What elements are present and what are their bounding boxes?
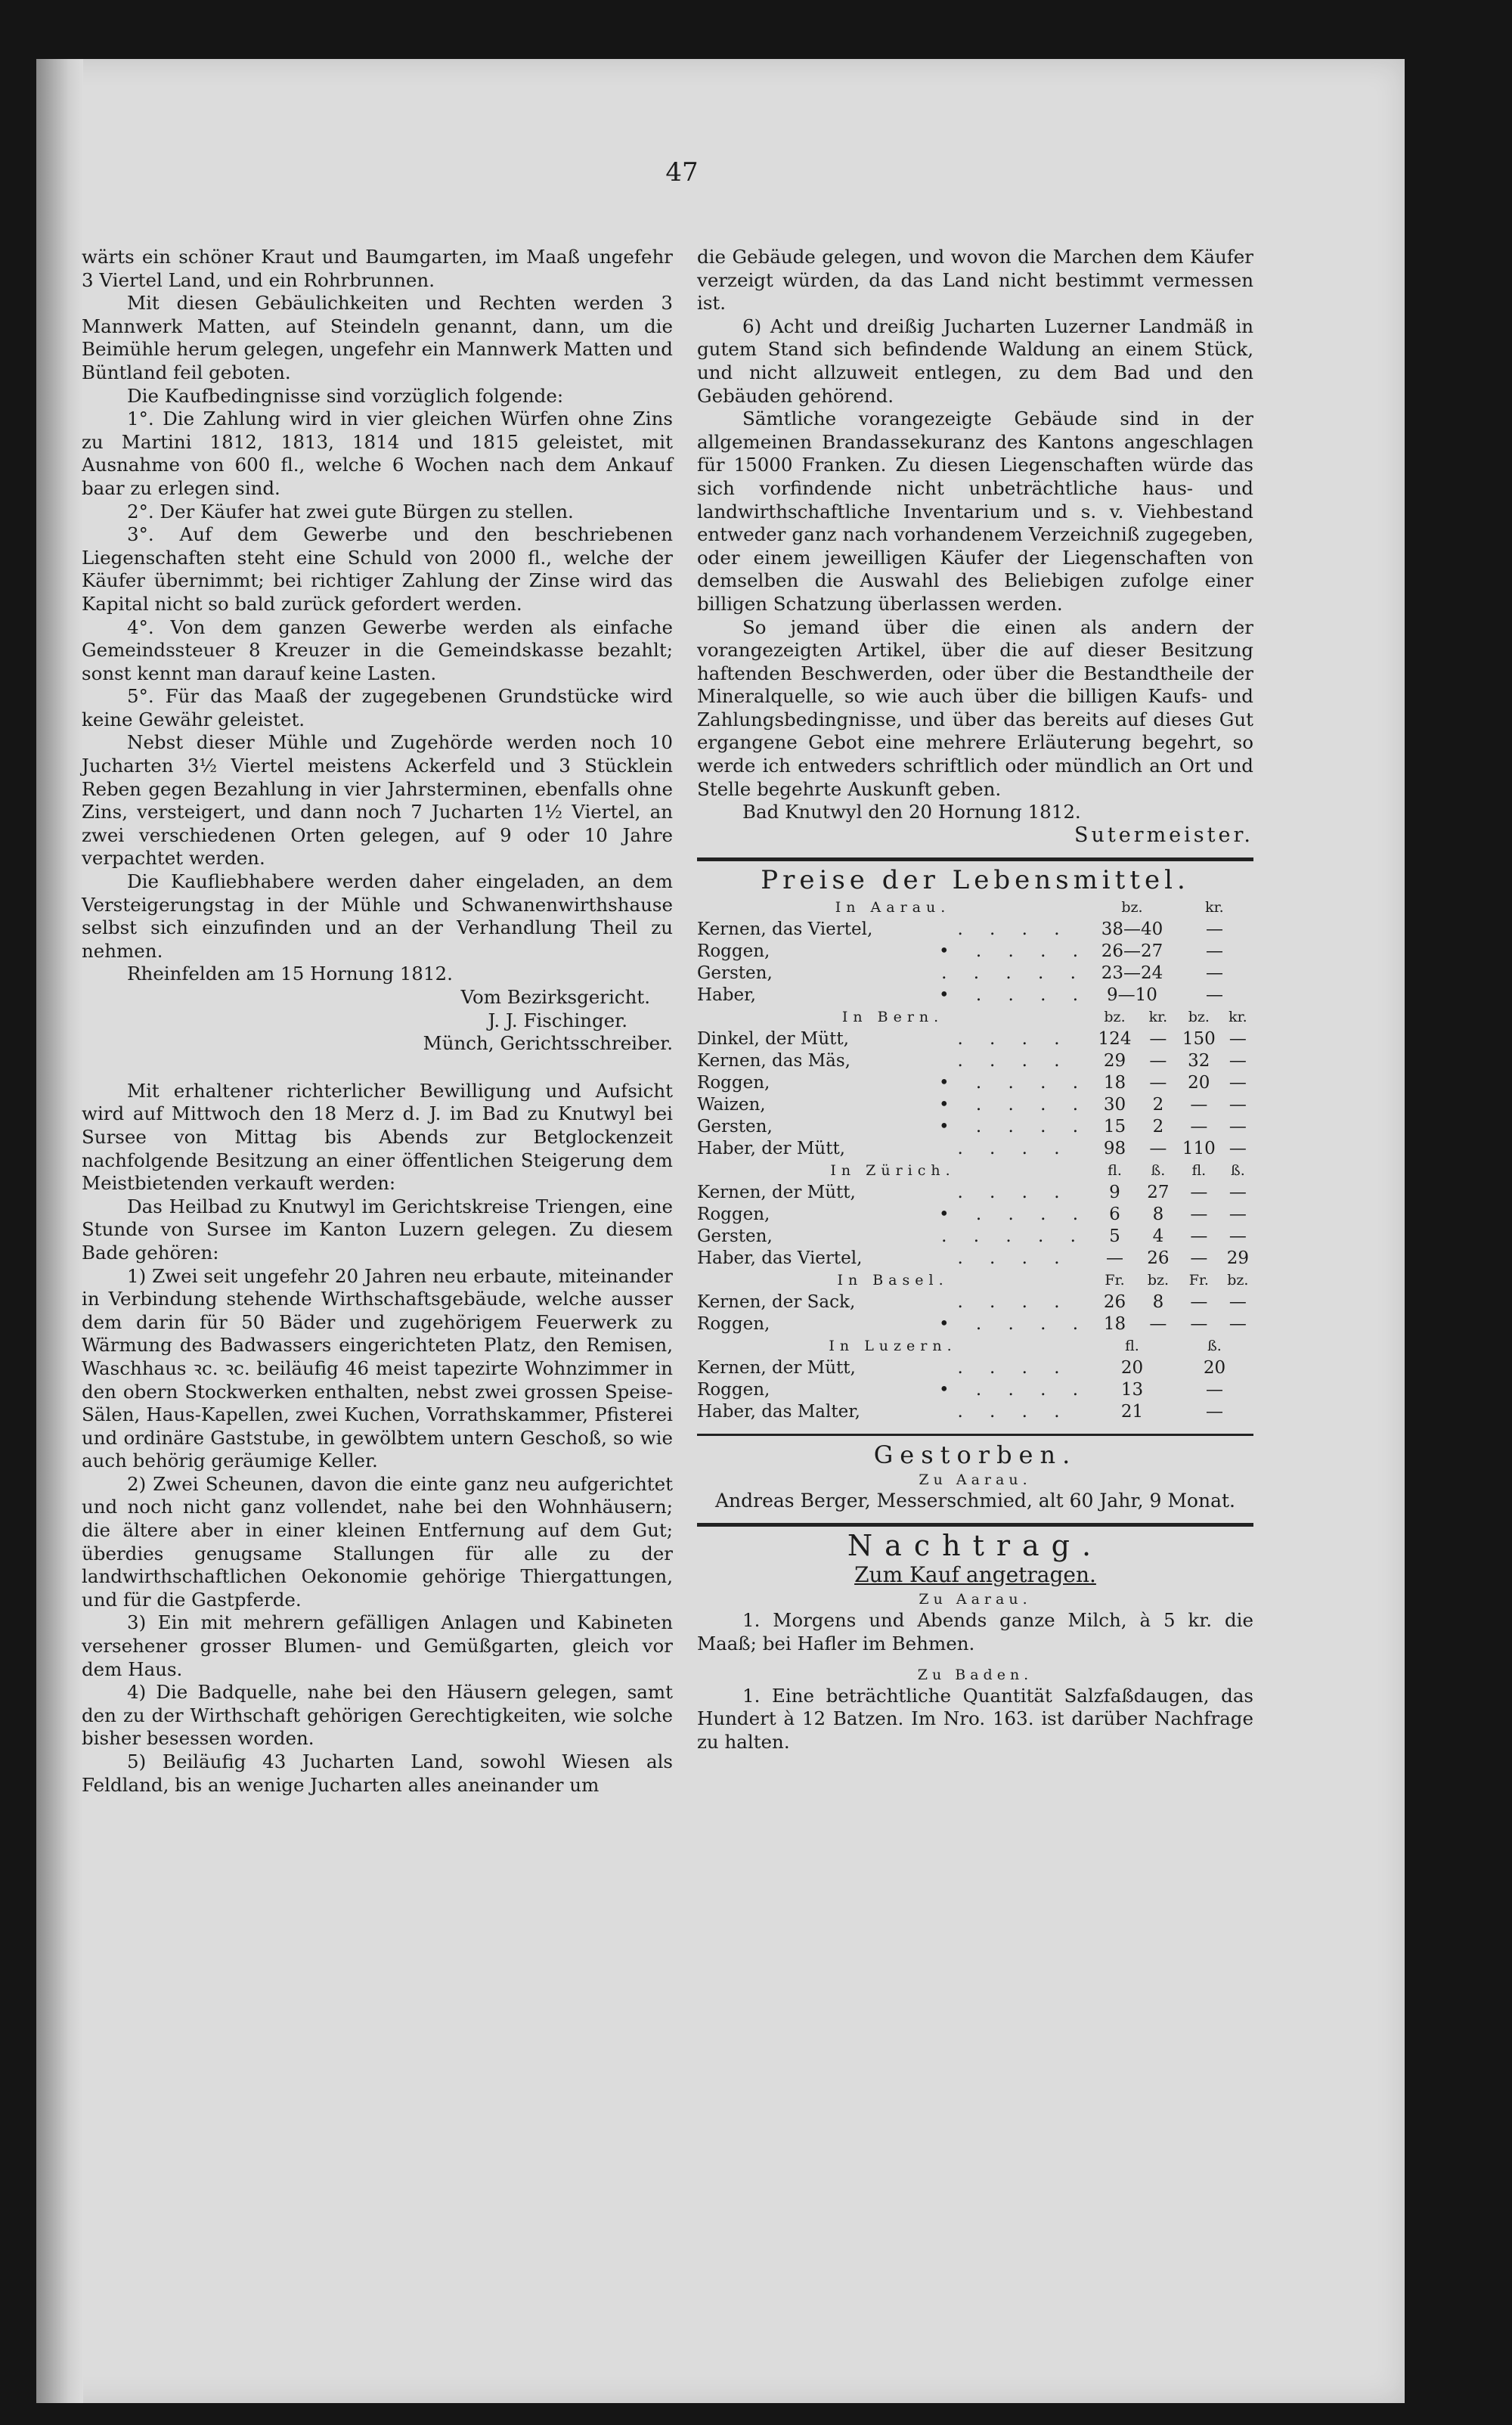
price-row bbox=[697, 985, 1253, 1006]
unit-header: ß. bbox=[1151, 1162, 1166, 1180]
unit-header: kr. bbox=[1148, 1009, 1168, 1026]
leader-dots: . . . . bbox=[957, 1051, 1070, 1071]
leader-dots: . . . . . bbox=[941, 963, 1086, 984]
price-value: — bbox=[1190, 1205, 1208, 1225]
good-name: Roggen, bbox=[697, 1314, 770, 1335]
unit-header: Fr. bbox=[1188, 1272, 1209, 1289]
section-rule bbox=[697, 1434, 1253, 1436]
price-value: — bbox=[1228, 1095, 1247, 1115]
price-value: — bbox=[1205, 919, 1223, 940]
price-value: 27 bbox=[1147, 1183, 1170, 1203]
supplement-place: Zu Aarau. bbox=[919, 1591, 1032, 1608]
price-value: — bbox=[1228, 1117, 1247, 1137]
price-value: — bbox=[1205, 985, 1223, 1006]
price-value: — bbox=[1149, 1073, 1167, 1093]
signature-line: Vom Bezirksgericht. bbox=[460, 986, 650, 1008]
leader-dots: . . . . bbox=[957, 1402, 1070, 1422]
court-signature bbox=[82, 986, 673, 1056]
price-value: — bbox=[1190, 1248, 1208, 1269]
good-name: Haber, der Mütt, bbox=[697, 1139, 845, 1159]
market-place: In Basel. bbox=[837, 1272, 949, 1289]
leader-dots: • . . . . bbox=[939, 1073, 1089, 1093]
sale-notice-mill bbox=[82, 246, 673, 986]
unit-header: fl. bbox=[1191, 1162, 1207, 1180]
price-value: 23—24 bbox=[1101, 963, 1163, 984]
unit-header: bz. bbox=[1104, 1009, 1126, 1026]
prices-table bbox=[697, 897, 1253, 1423]
good-name: Kernen, das Mäs, bbox=[697, 1051, 850, 1071]
unit-header: fl. bbox=[1125, 1338, 1139, 1355]
prices-title: Preise der Lebensmittel. bbox=[761, 865, 1190, 896]
paragraph: 3) Ein mit mehrern gefälligen Anlagen und Kabineten versehener grosser Blumen- und Gemüßgarten, gleich vor dem Haus. bbox=[82, 1611, 673, 1680]
unit-header: bz. bbox=[1147, 1272, 1170, 1289]
paragraph: 5) Beiläufig 43 Jucharten Land, sowohl Wiesen als Feldland, bis an wenige Jucharten alles aneinander um bbox=[82, 1751, 673, 1796]
paragraph: die Gebäude gelegen, und wovon die Marchen dem Käufer verzeigt würden, da das Land nicht bestimmt vermessen ist. bbox=[697, 246, 1253, 315]
paragraph: 5°. Für das Maaß der zugegebenen Grundstücke wird keine Gewähr geleistet. bbox=[82, 685, 673, 730]
price-value: — bbox=[1228, 1226, 1247, 1247]
price-value: — bbox=[1228, 1314, 1247, 1335]
price-row bbox=[697, 1248, 1253, 1270]
unit-header: ß. bbox=[1231, 1162, 1245, 1180]
market-place: In Luzern. bbox=[829, 1338, 957, 1355]
price-value: 2 bbox=[1152, 1117, 1164, 1137]
unit-header: bz. bbox=[1121, 899, 1143, 916]
price-value: 26—27 bbox=[1101, 941, 1163, 962]
sale-notice-bath-continued bbox=[697, 246, 1253, 824]
good-name: Gersten, bbox=[697, 1117, 773, 1137]
price-value: 6 bbox=[1109, 1205, 1120, 1225]
paragraph: 6) Acht und dreißig Jucharten Luzerner Landmäß in gutem Stand sich befindende Waldung an einem Stück, und nicht allzuweit entlegen, zu dem Bad und den Gebäuden gehörend. bbox=[697, 315, 1253, 407]
leader-dots: • . . . . bbox=[939, 985, 1089, 1006]
leader-dots: . . . . bbox=[957, 1248, 1070, 1269]
price-value: — bbox=[1228, 1029, 1247, 1050]
leader-dots: • . . . . bbox=[939, 941, 1089, 962]
price-value: 26 bbox=[1147, 1248, 1170, 1269]
price-value: — bbox=[1190, 1292, 1208, 1313]
supplement-subtitle: Zum Kauf angetragen. bbox=[854, 1561, 1096, 1587]
price-value: — bbox=[1149, 1051, 1167, 1071]
unit-header: bz. bbox=[1188, 1009, 1210, 1026]
price-row bbox=[697, 1028, 1253, 1050]
page-gutter bbox=[36, 59, 83, 2403]
paragraph: Mit diesen Gebäulichkeiten und Rechten werden 3 Mannwerk Matten, auf Steindeln genannt, dann, um die Beimühle herum gelegen, ungefehr ein Mannwerk Matten und Büntland feil geboten. bbox=[82, 292, 673, 383]
price-value: 110 bbox=[1182, 1139, 1216, 1159]
price-value: — bbox=[1205, 1380, 1223, 1400]
leader-dots: • . . . . bbox=[939, 1380, 1089, 1400]
good-name: Gersten, bbox=[697, 963, 773, 984]
price-value: — bbox=[1190, 1117, 1208, 1137]
price-value: 5 bbox=[1109, 1226, 1120, 1247]
price-value: 20 bbox=[1120, 1358, 1144, 1378]
price-value: 29 bbox=[1226, 1248, 1249, 1269]
unit-header: Fr. bbox=[1105, 1272, 1125, 1289]
supplement-title: Nachtrag. bbox=[847, 1529, 1104, 1563]
price-row bbox=[697, 963, 1253, 985]
sale-notice-bath bbox=[82, 1080, 673, 1797]
right-column bbox=[697, 246, 1253, 1763]
leader-dots: • . . . . bbox=[939, 1314, 1089, 1335]
price-value: — bbox=[1149, 1314, 1167, 1335]
price-value: 20 bbox=[1188, 1073, 1210, 1093]
price-value: 150 bbox=[1182, 1029, 1216, 1050]
good-name: Roggen, bbox=[697, 941, 770, 962]
price-row bbox=[697, 1072, 1253, 1094]
price-value: 8 bbox=[1152, 1292, 1164, 1313]
price-value: 26 bbox=[1103, 1292, 1126, 1313]
paragraph: 3°. Auf dem Gewerbe und den beschriebenen Liegenschaften steht eine Schuld von 2000 fl., welche der Käufer übernimmt; bei richtiger Zahlung der Zinse wird das Kapital nicht so bald zurück gefordert werden. bbox=[82, 523, 673, 615]
good-name: Haber, das Viertel, bbox=[697, 1248, 863, 1269]
price-value: 18 bbox=[1103, 1314, 1126, 1335]
leader-dots: . . . . bbox=[957, 1292, 1070, 1313]
paragraph: wärts ein schöner Kraut und Baumgarten, im Maaß ungefehr 3 Viertel Land, und ein Rohrbrunnen. bbox=[82, 246, 673, 291]
good-name: Kernen, der Mütt, bbox=[697, 1358, 856, 1378]
price-row bbox=[697, 919, 1253, 941]
price-row bbox=[697, 1182, 1253, 1204]
paragraph: So jemand über die einen als andern der vorangezeigten Artikel, über die auf dieser Besitzung haftenden Beschwerden, oder über die Bestandtheile der Mineralquelle, so wie auch über die billigen Kaufs- und Zahlungsbedingnisse, und über das bereits auf dieses Gut ergangene Gebot eine mehrere Erläuterung begehrt, so werde ich entweders schriftlich oder mündlich an Ort und Stelle begehrte Auskunft geben. bbox=[697, 616, 1253, 800]
price-value: 29 bbox=[1103, 1051, 1126, 1071]
price-value: — bbox=[1190, 1095, 1208, 1115]
supplement-text: 1. Morgens und Abends ganze Milch, à 5 kr. die Maaß; bei Hafler im Behmen. bbox=[697, 1609, 1253, 1654]
good-name: Haber, bbox=[697, 985, 756, 1006]
supplement-text: 1. Eine beträchtliche Quantität Salzfaßdaugen, das Hundert à 12 Batzen. Im Nro. 163. ist darüber Nachfrage zu halten. bbox=[697, 1684, 1253, 1753]
price-row bbox=[697, 1116, 1253, 1138]
paragraph: Das Heilbad zu Knutwyl im Gerichtskreise Triengen, eine Stunde von Sursee im Kanton Luzern gelegen. Zu diesem Bade gehören: bbox=[82, 1195, 673, 1264]
unit-header: fl. bbox=[1108, 1162, 1122, 1180]
price-value: 4 bbox=[1152, 1226, 1164, 1247]
price-value: — bbox=[1228, 1139, 1247, 1159]
price-value: 32 bbox=[1188, 1051, 1210, 1071]
price-row bbox=[697, 1050, 1253, 1072]
good-name: Roggen, bbox=[697, 1380, 770, 1400]
price-value: — bbox=[1205, 1402, 1223, 1422]
paragraph: 2) Zwei Scheunen, davon die einte ganz neu aufgerichtet und noch nicht ganz vollendet, nahe bei den Wohnhäusern; die ältere aber in einer kleinen Entfernung auf dem Gut; überdies genugsame Stallungen für alle zu der landwirthschaftlichen Oekonomie gehörige Thiergattungen, und für die Gastpferde. bbox=[82, 1472, 673, 1611]
leader-dots: . . . . bbox=[957, 1029, 1070, 1050]
right-signature: Sutermeister. bbox=[1074, 823, 1253, 847]
market-place: In Zürich. bbox=[830, 1162, 956, 1180]
price-row bbox=[697, 1357, 1253, 1379]
deaths-place: Zu Aarau. bbox=[919, 1471, 1032, 1488]
market-place: In Bern. bbox=[841, 1009, 944, 1026]
price-value: 13 bbox=[1120, 1380, 1144, 1400]
leader-dots: . . . . bbox=[957, 1358, 1070, 1378]
paragraph: 1) Zwei seit ungefehr 20 Jahren neu erbaute, miteinander in Verbindung stehende Wirthschaftsgebäude, welche ausser dem darin für 50 Bäder und zugehörigem Feuerwerk zu Wärmung des Badwassers eingerichteten Platz, den Remisen, Waschhaus ꝛc. ꝛc. beiläufig 46 meist tapezirte Wohnzimmer in den obern Stockwerken enthalten, nebst zwei grossen Speise-Sälen, Haus-Kapellen, zwei Kuchen, Vorrathskammer, Pfisterei und ordinäre Gaststube, in gewölbtem untern Geschoß, so wie auch behörig geräumige Keller. bbox=[82, 1264, 673, 1472]
unit-header: kr. bbox=[1205, 899, 1224, 916]
price-value: — bbox=[1149, 1029, 1167, 1050]
price-value: — bbox=[1190, 1314, 1208, 1335]
paragraph: Sämtliche vorangezeigte Gebäude sind in der allgemeinen Brandassekuranz des Kantons angeschlagen für 15000 Franken. Zu diesen Liegenschaften würde das sich vorfindende nicht unbeträchtliche haus- und landwirthschaftliche Inventarium und s. v. Viehbestand entweder ganz nach vorhandenem Verzeichniß zugegeben, oder einem jeweilligen Käufer der Liegenschaften von demselben die Auswahl des Beliebigen zufolge einer billigen Schatzung überlassen werden. bbox=[697, 408, 1253, 615]
leader-dots: . . . . bbox=[957, 1183, 1070, 1203]
good-name: Kernen, der Mütt, bbox=[697, 1183, 856, 1203]
deaths-entry: Andreas Berger, Messerschmied, alt 60 Jahr, 9 Monat. bbox=[714, 1489, 1235, 1512]
paragraph: Bad Knutwyl den 20 Hornung 1812. bbox=[742, 801, 1081, 823]
paragraph: Rheinfelden am 15 Hornung 1812. bbox=[127, 963, 453, 985]
section-rule bbox=[697, 1523, 1253, 1527]
price-value: — bbox=[1190, 1226, 1208, 1247]
good-name: Haber, das Malter, bbox=[697, 1402, 860, 1422]
price-row bbox=[697, 941, 1253, 963]
price-value: 2 bbox=[1152, 1095, 1164, 1115]
price-value: 8 bbox=[1152, 1205, 1164, 1225]
price-row bbox=[697, 1094, 1253, 1116]
price-value: — bbox=[1228, 1051, 1247, 1071]
section-rule bbox=[697, 857, 1253, 861]
price-value: — bbox=[1228, 1183, 1247, 1203]
good-name: Kernen, das Viertel, bbox=[697, 919, 873, 940]
price-row bbox=[697, 1226, 1253, 1248]
price-value: 9—10 bbox=[1107, 985, 1157, 1006]
deaths-title: Gestorben. bbox=[873, 1440, 1077, 1470]
price-value: — bbox=[1190, 1183, 1208, 1203]
price-value: — bbox=[1106, 1248, 1123, 1269]
unit-header: kr. bbox=[1228, 1009, 1247, 1026]
leader-dots: • . . . . bbox=[939, 1117, 1089, 1137]
signature-line: J. J. Fischinger. bbox=[488, 1009, 627, 1031]
good-name: Dinkel, der Mütt, bbox=[697, 1029, 849, 1050]
paragraph: 4) Die Badquelle, nahe bei den Häusern gelegen, samt den zu der Wirthschaft gehörigen Gerechtigkeiten, wie solche bisher besessen worden. bbox=[82, 1681, 673, 1750]
signature-line: Münch, Gerichtsschreiber. bbox=[423, 1032, 673, 1055]
price-value: 15 bbox=[1103, 1117, 1126, 1137]
paragraph: 1°. Die Zahlung wird in vier gleichen Würfen ohne Zins zu Martini 1812, 1813, 1814 und 1815 geleistet, mit Ausnahme von 600 fl., welche 6 Wochen nach dem Ankauf baar zu erlegen sind. bbox=[82, 408, 673, 499]
left-column bbox=[82, 246, 673, 1797]
price-row bbox=[697, 1138, 1253, 1160]
paragraph: Nebst dieser Mühle und Zugehörde werden noch 10 Jucharten 3½ Viertel meistens Ackerfeld und 3 Stücklein Reben gegen Bezahlung in vier Jahrsterminen, ebenfalls ohne Zins, versteigert, und dann noch 7 Jucharten 1½ Viertel, an zwei verschiedenen Orten gelegen, auf 9 oder 10 Jahre verpachtet werden. bbox=[82, 731, 673, 870]
price-value: 30 bbox=[1103, 1095, 1126, 1115]
price-row bbox=[697, 1379, 1253, 1401]
price-value: — bbox=[1228, 1073, 1247, 1093]
supplement-items bbox=[697, 1589, 1253, 1754]
paragraph: 4°. Von dem ganzen Gewerbe werden als einfache Gemeindssteuer 8 Kreuzer in die Gemeindskasse bezahlt; sonst kennt man darauf keine Lasten. bbox=[82, 616, 673, 684]
good-name: Roggen, bbox=[697, 1073, 770, 1093]
price-value: 38—40 bbox=[1101, 919, 1163, 940]
leader-dots: • . . . . bbox=[939, 1095, 1089, 1115]
price-value: — bbox=[1205, 963, 1223, 984]
leader-dots: . . . . bbox=[957, 919, 1070, 940]
market-place: In Aarau. bbox=[835, 899, 951, 916]
paragraph: 2°. Der Käufer hat zwei gute Bürgen zu stellen. bbox=[127, 500, 574, 523]
leader-dots: . . . . bbox=[957, 1139, 1070, 1159]
price-value: — bbox=[1205, 941, 1223, 962]
good-name: Gersten, bbox=[697, 1226, 773, 1247]
price-row bbox=[697, 1292, 1253, 1313]
paragraph: Die Kaufliebhabere werden daher eingeladen, an dem Versteigerungstag in der Mühle und Schwanenwirthshause selbst sich einzufinden und an der Verhandlung Theil zu nehmen. bbox=[82, 870, 673, 962]
paragraph: Die Kaufbedingnisse sind vorzüglich folgende: bbox=[127, 384, 564, 407]
good-name: Kernen, der Sack, bbox=[697, 1292, 856, 1313]
leader-dots: • . . . . bbox=[939, 1205, 1089, 1225]
price-row bbox=[697, 1401, 1253, 1423]
price-value: 98 bbox=[1103, 1139, 1126, 1159]
price-value: 21 bbox=[1120, 1402, 1144, 1422]
price-value: 9 bbox=[1109, 1183, 1120, 1203]
good-name: Roggen, bbox=[697, 1205, 770, 1225]
leader-dots: . . . . . bbox=[941, 1226, 1086, 1247]
unit-header: ß. bbox=[1207, 1338, 1222, 1355]
price-value: — bbox=[1228, 1205, 1247, 1225]
page-number: 47 bbox=[665, 157, 699, 188]
paragraph: Mit erhaltener richterlicher Bewilligung und Aufsicht wird auf Mittwoch den 18 Merz d. J. im Bad zu Knutwyl bei Sursee von Mittag bis Abends zur Betglockenzeit nachfolgende Besitzung an einer öffentlichen Steigerung dem Meistbietenden verkauft werden: bbox=[82, 1079, 673, 1195]
price-value: 18 bbox=[1103, 1073, 1126, 1093]
unit-header: bz. bbox=[1227, 1272, 1249, 1289]
good-name: Waizen, bbox=[697, 1095, 766, 1115]
supplement-place: Zu Baden. bbox=[917, 1666, 1033, 1683]
price-value: 20 bbox=[1203, 1358, 1226, 1378]
price-value: — bbox=[1149, 1139, 1167, 1159]
price-value: 124 bbox=[1098, 1029, 1132, 1050]
price-row bbox=[697, 1204, 1253, 1226]
price-value: — bbox=[1228, 1292, 1247, 1313]
price-row bbox=[697, 1313, 1253, 1335]
